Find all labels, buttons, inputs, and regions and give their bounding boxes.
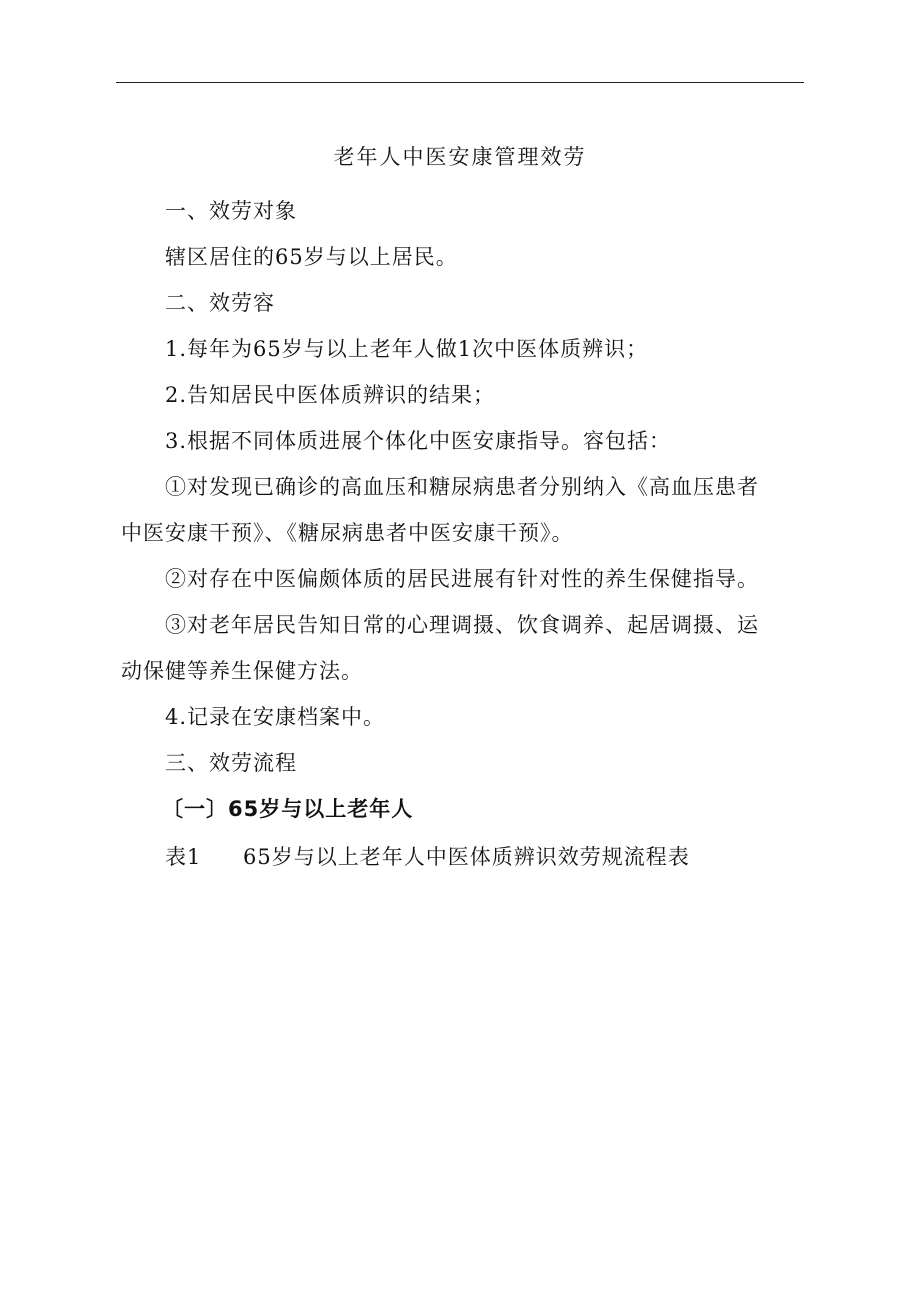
list-item-1: 1.每年为65岁与以上老年人做1次中医体质辨识； bbox=[165, 337, 649, 361]
section-heading-1: 一、效劳对象 bbox=[165, 199, 297, 223]
section-1-text: 辖区居住的65岁与以上居民。 bbox=[165, 245, 458, 269]
sub-item-1-line-2: 中医安康干预》、《糖尿病患者中医安康干预》。 bbox=[121, 521, 574, 545]
header-rule bbox=[116, 82, 804, 83]
list-item-2: 2.告知居民中医体质辨识的结果； bbox=[165, 383, 496, 407]
page-title: 老年人中医安康管理效劳 bbox=[333, 145, 587, 169]
sub-item-1-line-1: ①对发现已确诊的高血压和糖尿病患者分别纳入《高血压患者 bbox=[165, 475, 759, 499]
table-caption bbox=[165, 843, 690, 871]
table-caption-label: 表1 bbox=[165, 845, 202, 869]
subheading: 〔一〕65岁与以上老年人 bbox=[162, 797, 414, 821]
list-item-3: 3.根据不同体质进展个体化中医安康指导。容包括： bbox=[165, 429, 672, 453]
sub-item-3-line-1: ③对老年居民告知日常的心理调摄、饮食调养、起居调摄、运 bbox=[165, 613, 759, 637]
list-item-4: 4.记录在安康档案中。 bbox=[165, 705, 386, 729]
section-heading-3: 三、效劳流程 bbox=[165, 751, 297, 775]
section-heading-2: 二、效劳容 bbox=[165, 291, 275, 315]
sub-item-3-line-2: 动保健等养生保健方法。 bbox=[121, 659, 363, 683]
table-caption-text: 65岁与以上老年人中医体质辨识效劳规流程表 bbox=[243, 845, 690, 869]
sub-item-2: ②对存在中医偏颇体质的居民进展有针对性的养生保健指导。 bbox=[165, 567, 759, 591]
